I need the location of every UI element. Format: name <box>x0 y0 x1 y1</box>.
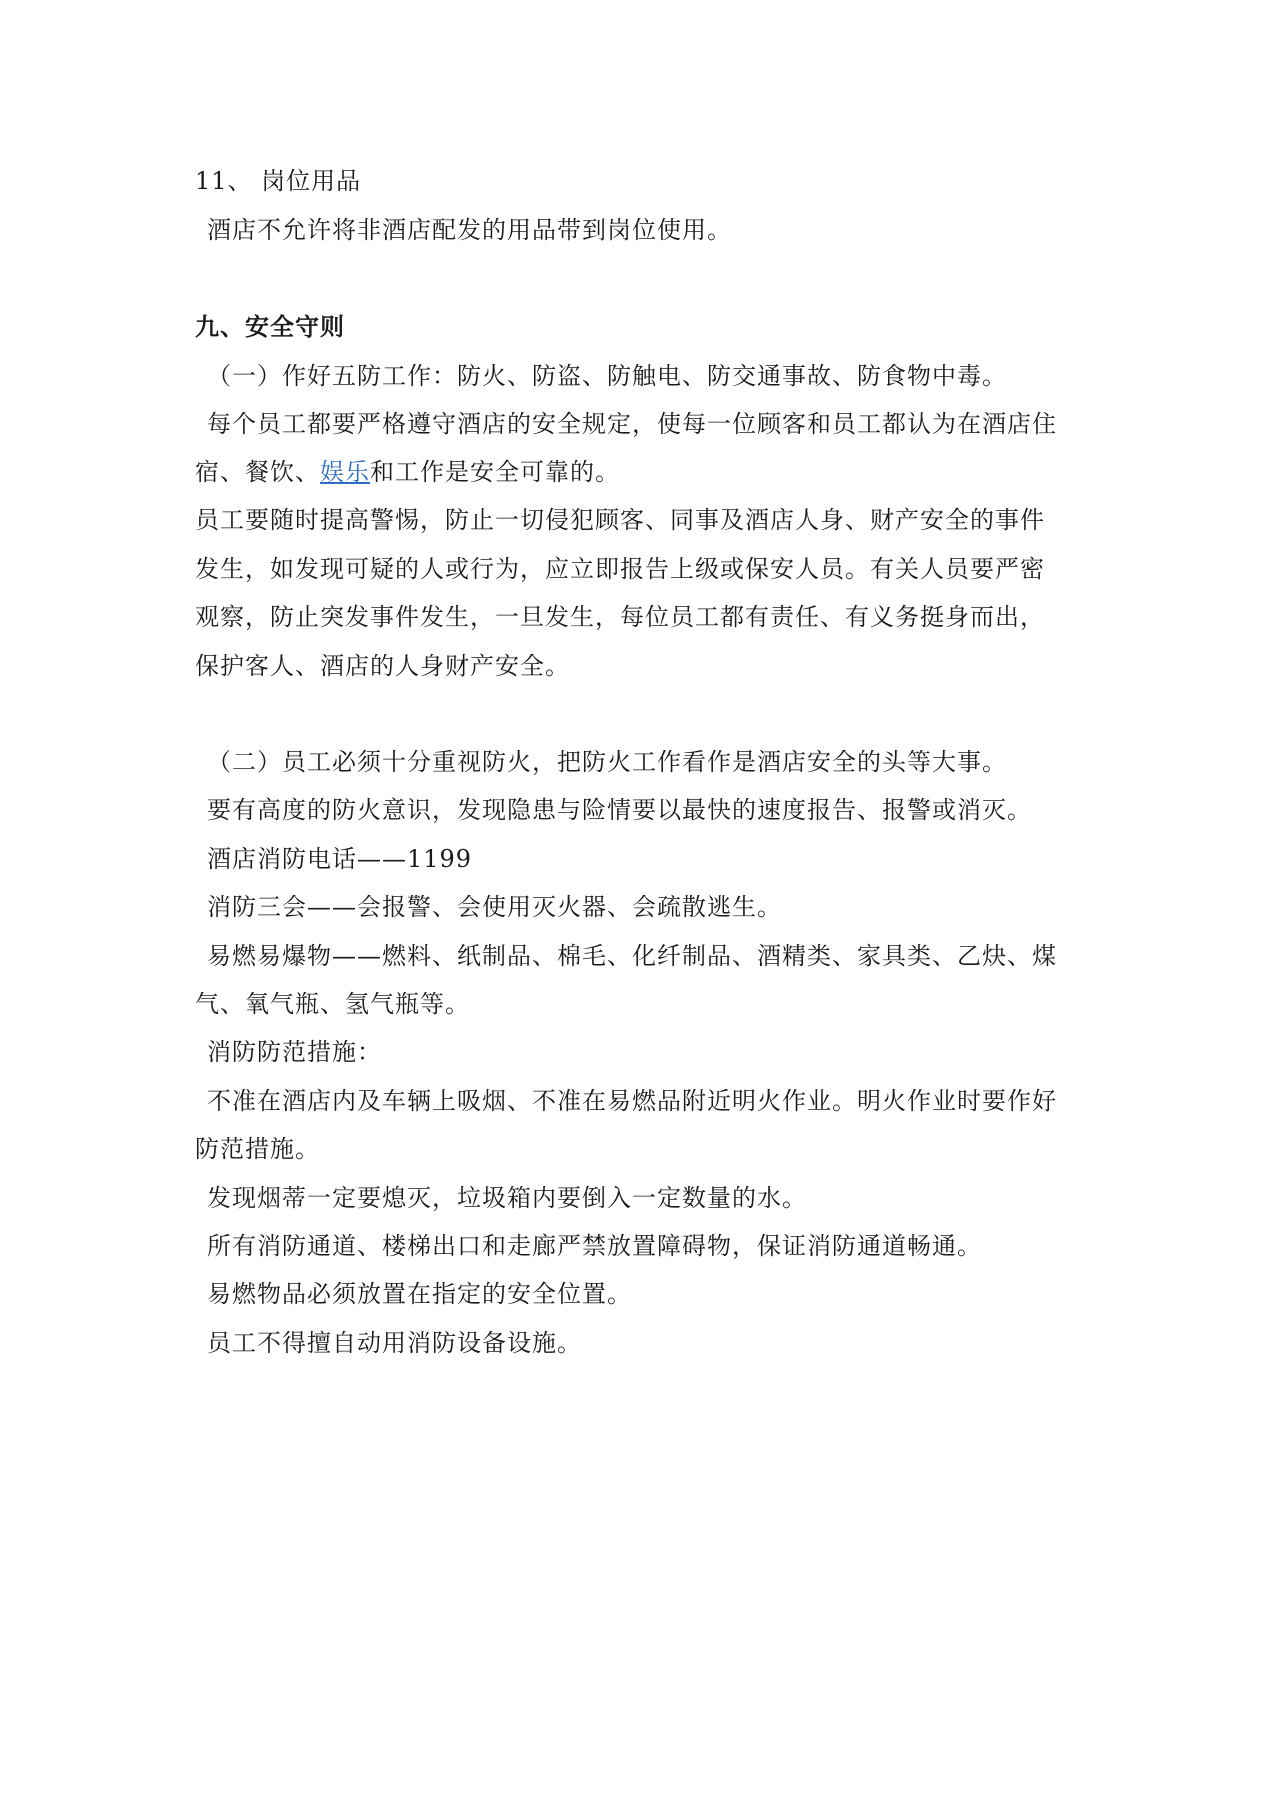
part-2-line-storage: 易燃物品必须放置在指定的安全位置。 <box>207 1280 632 1308</box>
part-2-line-no-smoking-2: 防范措施。 <box>195 1135 320 1163</box>
part-2-title: （二）员工必须十分重视防火，把防火工作看作是酒店安全的头等大事。 <box>207 748 1007 776</box>
part-2-line-fire-awareness: 要有高度的防火意识，发现隐患与险情要以最快的速度报告、报警或消灭。 <box>207 796 1032 824</box>
part-1-paragraph-2-line-3: 观察，防止突发事件发生，一旦发生，每位员工都有责任、有义务挺身而出， <box>195 603 1045 631</box>
part-1-paragraph-1-line-2 <box>195 456 620 488</box>
part-2-line-flammables-1: 易燃易爆物——燃料、纸制品、棉毛、化纤制品、酒精类、家具类、乙炔、煤 <box>207 942 1057 970</box>
section-11-title: 11、 岗位用品 <box>195 167 362 195</box>
entertainment-link[interactable]: 娱乐 <box>320 458 370 486</box>
part-1-paragraph-1-line-1: 每个员工都要严格遵守酒店的安全规定，使每一位顾客和员工都认为在酒店住 <box>207 410 1057 438</box>
part-1-paragraph-2-line-1: 员工要随时提高警惕，防止一切侵犯顾客、同事及酒店人身、财产安全的事件 <box>195 506 1045 534</box>
section-11-body: 酒店不允许将非酒店配发的用品带到岗位使用。 <box>207 216 732 244</box>
part-2-line-measures-title: 消防防范措施： <box>207 1038 382 1066</box>
part-2-line-three-skills: 消防三会——会报警、会使用灭火器、会疏散逃生。 <box>207 893 782 921</box>
part-1-title: （一）作好五防工作：防火、防盗、防触电、防交通事故、防食物中毒。 <box>207 362 1007 390</box>
part-2-line-passages: 所有消防通道、楼梯出口和走廊严禁放置障碍物，保证消防通道畅通。 <box>207 1232 982 1260</box>
part-2-line-cigarette: 发现烟蒂一定要熄灭，垃圾箱内要倒入一定数量的水。 <box>207 1184 807 1212</box>
paragraph-text: 宿、餐饮、 <box>195 458 320 486</box>
part-1-paragraph-2-line-2: 发生，如发现可疑的人或行为，应立即报告上级或保安人员。有关人员要严密 <box>195 555 1045 583</box>
part-2-line-fire-phone: 酒店消防电话——1199 <box>207 845 473 873</box>
part-2-line-no-smoking-1: 不准在酒店内及车辆上吸烟、不准在易燃品附近明火作业。明火作业时要作好 <box>207 1087 1057 1115</box>
section-9-heading: 九、安全守则 <box>195 312 345 341</box>
paragraph-text: 和工作是安全可靠的。 <box>370 458 620 486</box>
part-1-paragraph-2-line-4: 保护客人、酒店的人身财产安全。 <box>195 652 570 680</box>
part-2-line-equipment: 员工不得擅自动用消防设备设施。 <box>207 1329 582 1357</box>
part-2-line-flammables-2: 气、氧气瓶、氢气瓶等。 <box>195 990 470 1018</box>
